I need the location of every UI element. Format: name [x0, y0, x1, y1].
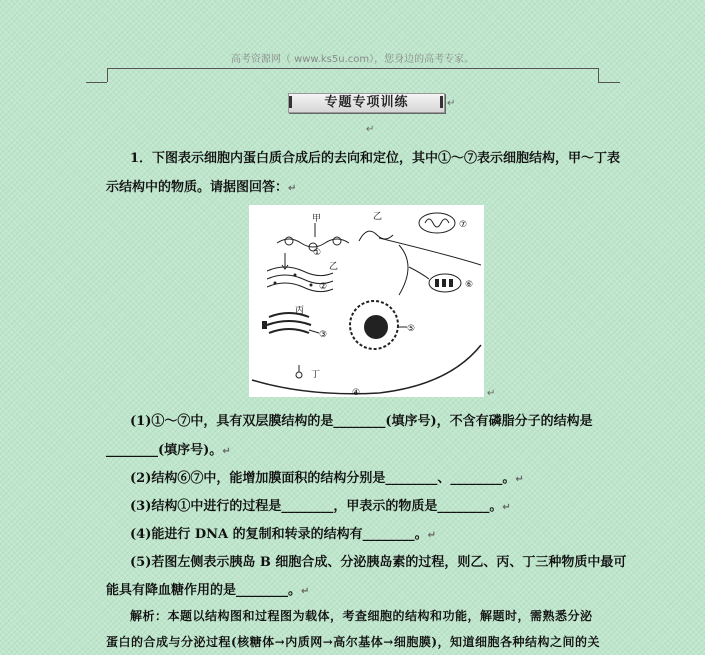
label-yi: 乙 [329, 262, 339, 272]
banner-bar-left [289, 96, 292, 108]
return-mark: ↵ [366, 124, 375, 135]
banner-bar-right [440, 96, 443, 108]
section-banner-title: 专题专项训练 [324, 95, 409, 110]
label-jia: 甲 [312, 214, 322, 224]
question-5-line-1: (5)若图左侧表示胰岛 B 细胞合成、分泌胰岛素的过程，则乙、丙、丁三种物质中最可 [130, 555, 627, 570]
return-mark: ↵ [487, 388, 496, 399]
ribosome [333, 237, 341, 245]
label-n5: ⑤ [407, 324, 416, 334]
question-4: (4)能进行 DNA 的复制和转录的结构有________。↵ [130, 527, 437, 542]
question-stem-line-1: 1．下图表示细胞内蛋白质合成后的去向和定位，其中①～⑦表示细胞结构，甲～丁表 [130, 151, 621, 166]
label-n1: ① [313, 248, 322, 258]
analysis-line-1: 解析：本题以结构图和过程图为载体，考查细胞的结构和功能，解题时，需熟悉分泌 [130, 609, 593, 623]
er-membrane [267, 267, 333, 276]
header-corner-left [107, 68, 108, 82]
question-2: (2)结构⑥⑦中，能增加膜面积的结构分别是________、________。↵ [130, 471, 524, 486]
question-1-line-1: (1)①～⑦中，具有双层膜结构的是________(填序号)，不含有磷脂分子的结构是 [130, 414, 593, 429]
transport-path [399, 245, 408, 295]
question-stem-line-2: 示结构中的物质。请据图回答：↵ [106, 180, 297, 195]
label-n4: ④ [352, 388, 361, 397]
header-rule [107, 68, 598, 69]
header-extension-right [598, 82, 620, 83]
question-5-line-2: 能具有降血糖作用的是________。↵ [106, 583, 310, 598]
ribosome [285, 237, 293, 245]
label-bing: 丙 [295, 306, 305, 316]
header-extension-left [86, 82, 107, 83]
question-3: (3)结构①中进行的过程是________，甲表示的物质是________。↵ [130, 499, 511, 514]
page-header: 高考资源网（ www.ks5u.com），您身边的高考专家。 [230, 54, 475, 65]
secretory-vesicle [296, 372, 302, 378]
mitochondrion [419, 213, 455, 233]
label-n2: ② [319, 282, 328, 292]
cell-membrane [252, 345, 481, 394]
cell-diagram [249, 205, 484, 397]
return-mark: ↵ [447, 98, 456, 109]
question-1-line-2: ________(填序号)。↵ [106, 443, 231, 458]
label-n7: ⑦ [459, 220, 468, 230]
peptide-chain [359, 231, 393, 241]
cell-membrane-top [379, 238, 481, 265]
analysis-line-2: 蛋白的合成与分泌过程(核糖体→内质网→高尔基体→细胞膜)，知道细胞各种结构之间的关 [106, 635, 601, 649]
header-corner-right [598, 68, 599, 82]
section-banner [288, 93, 445, 113]
nucleolus [364, 315, 388, 339]
label-n3: ③ [319, 330, 328, 340]
label-n6: ⑥ [465, 280, 474, 290]
label-yi-top: 乙 [373, 212, 383, 222]
label-ding: 丁 [311, 370, 321, 380]
